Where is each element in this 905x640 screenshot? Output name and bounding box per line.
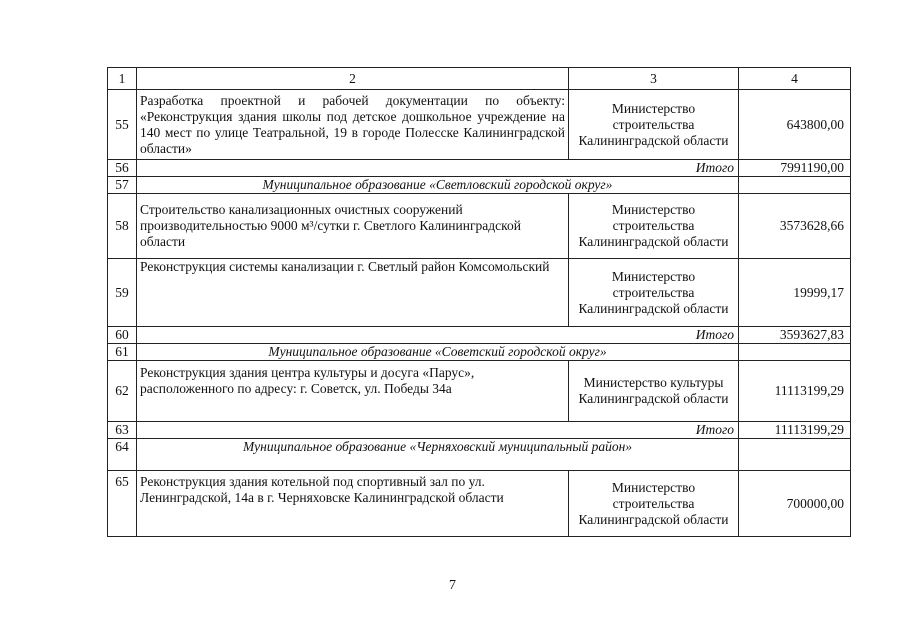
- amount: 11113199,29: [739, 361, 851, 422]
- empty-cell: [739, 177, 851, 194]
- empty-cell: [739, 439, 851, 471]
- empty-cell: [739, 344, 851, 361]
- row-number: 56: [108, 160, 137, 177]
- municipality-name: Муниципальное образование «Черняховский муниципальный район»: [137, 439, 739, 471]
- project-description: Реконструкция системы канализации г. Светлый район Комсомольский: [137, 259, 569, 327]
- row-number: 65: [108, 471, 137, 537]
- project-description: Реконструкция здания центра культуры и досуга «Парус», расположенного по адресу: г. Советск, ул. Победы 34а: [137, 361, 569, 422]
- row-number: 62: [108, 361, 137, 422]
- budget-table: [107, 67, 851, 537]
- responsible-ministry: Министерство культуры Калининградской области: [569, 361, 739, 422]
- row-number: 64: [108, 439, 137, 471]
- project-description: Разработка проектной и рабочей документации по объекту: «Реконструкция здания школы под детское дошкольное учреждение на 140 мест по улице Театральной, 19 в городе Полесске Калининградской области»: [137, 90, 569, 160]
- header-col-1: 1: [108, 68, 137, 90]
- municipality-name: Муниципальное образование «Советский городской округ»: [137, 344, 739, 361]
- row-number: 63: [108, 422, 137, 439]
- row-number: 55: [108, 90, 137, 160]
- amount: 3573628,66: [739, 194, 851, 259]
- total-label: Итого: [137, 422, 739, 439]
- table-row: [108, 90, 851, 160]
- amount: 700000,00: [739, 471, 851, 537]
- table-row: [108, 259, 851, 327]
- total-row: [108, 327, 851, 344]
- total-label: Итого: [137, 327, 739, 344]
- page-number: 7: [449, 578, 456, 593]
- header-col-4: 4: [739, 68, 851, 90]
- row-number: 58: [108, 194, 137, 259]
- row-number: 61: [108, 344, 137, 361]
- responsible-ministry: Министерство строительства Калининградской области: [569, 90, 739, 160]
- amount: 19999,17: [739, 259, 851, 327]
- total-amount: 3593627,83: [739, 327, 851, 344]
- row-number: 59: [108, 259, 137, 327]
- row-number: 57: [108, 177, 137, 194]
- total-amount: 11113199,29: [739, 422, 851, 439]
- table-row: [108, 361, 851, 422]
- project-description: Строительство канализационных очистных сооружений производительностью 9000 м³/сутки г. Светлого Калининградской области: [137, 194, 569, 259]
- row-number: 60: [108, 327, 137, 344]
- municipality-name: Муниципальное образование «Светловский городской округ»: [137, 177, 739, 194]
- amount: 643800,00: [739, 90, 851, 160]
- project-description: Реконструкция здания котельной под спортивный зал по ул. Ленинградской, 14а в г. Черняховске Калининградской области: [137, 471, 569, 537]
- municipality-row: [108, 439, 851, 471]
- responsible-ministry: Министерство строительства Калининградской области: [569, 194, 739, 259]
- responsible-ministry: Министерство строительства Калининградской области: [569, 259, 739, 327]
- header-col-2: 2: [137, 68, 569, 90]
- total-row: [108, 160, 851, 177]
- total-label: Итого: [137, 160, 739, 177]
- total-row: [108, 422, 851, 439]
- responsible-ministry: Министерство строительства Калининградской области: [569, 471, 739, 537]
- table-row: [108, 471, 851, 537]
- municipality-row: [108, 344, 851, 361]
- header-row: [108, 68, 851, 90]
- header-col-3: 3: [569, 68, 739, 90]
- total-amount: 7991190,00: [739, 160, 851, 177]
- table-row: [108, 194, 851, 259]
- municipality-row: [108, 177, 851, 194]
